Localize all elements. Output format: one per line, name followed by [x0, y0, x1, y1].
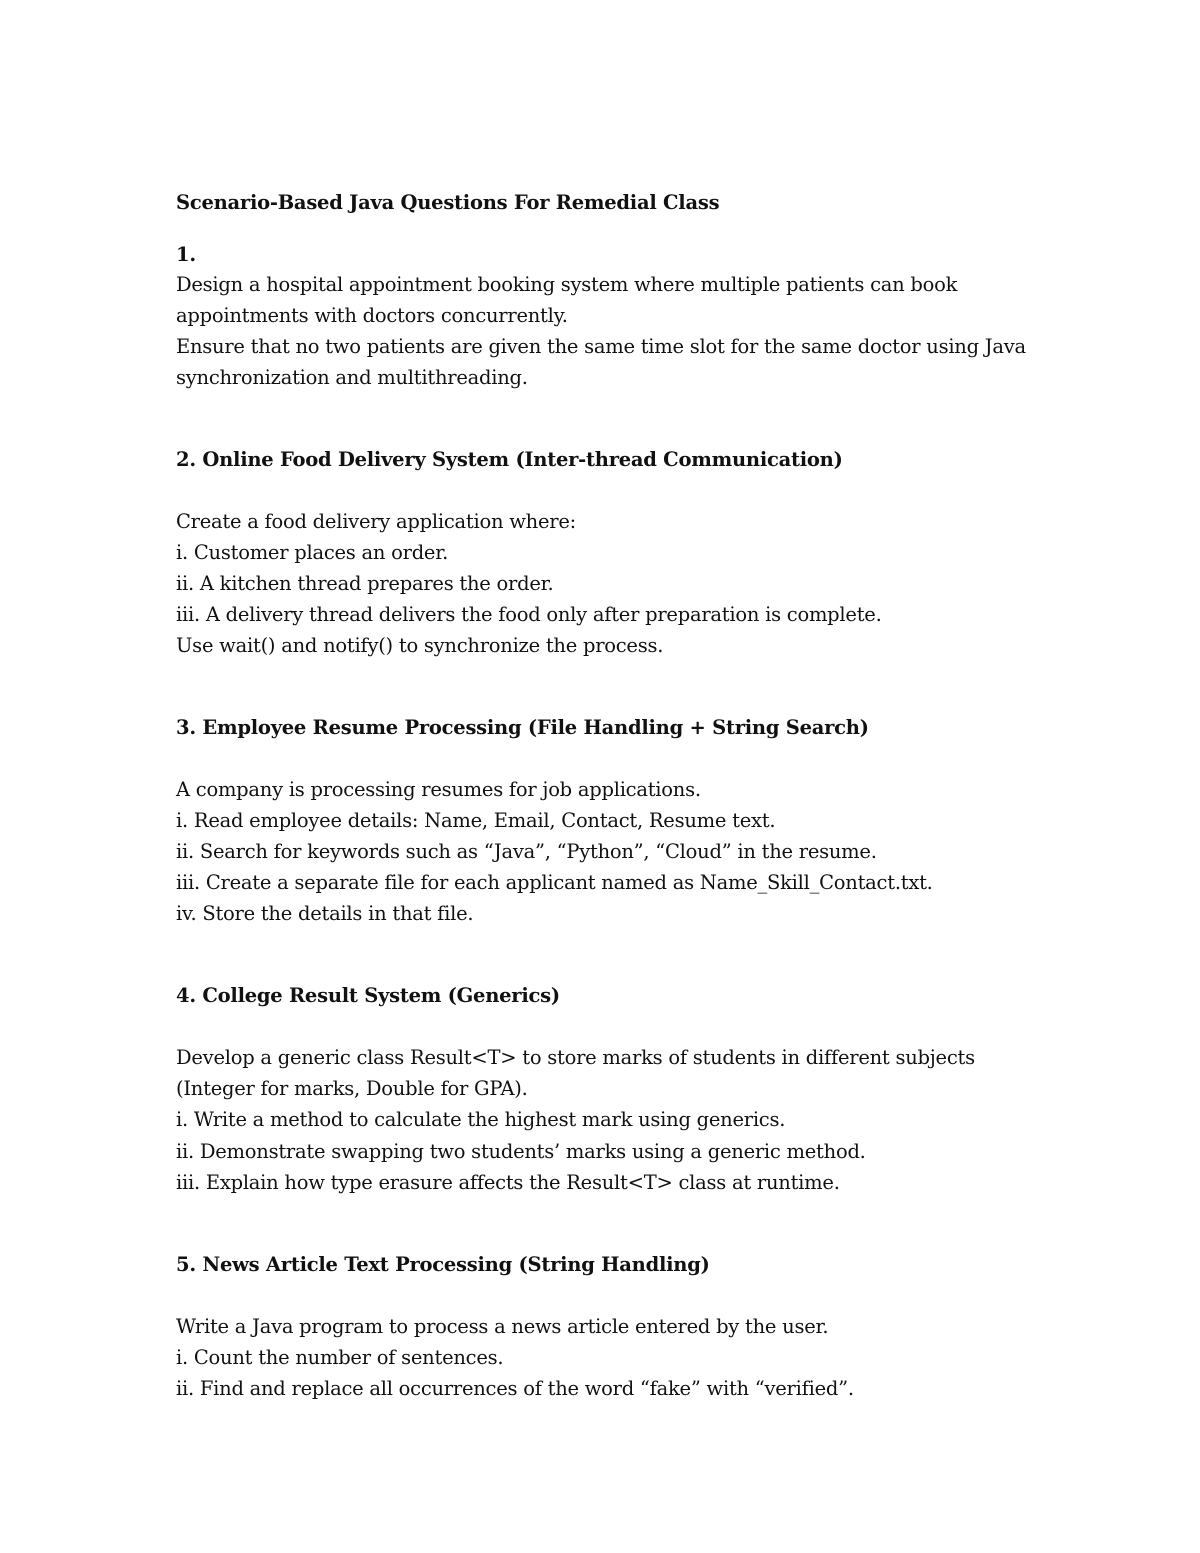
question-2-heading: 2. Online Food Delivery System (Inter-thread Communication): [176, 448, 843, 471]
question-3-line: iii. Create a separate file for each applicant named as Name_Skill_Contact.txt.: [176, 871, 933, 894]
question-1-line: Design a hospital appointment booking system where multiple patients can book: [176, 273, 958, 296]
question-4-line: iii. Explain how type erasure affects the Result<T> class at runtime.: [176, 1171, 840, 1194]
question-1-line: appointments with doctors concurrently.: [176, 304, 568, 327]
question-3-line: iv. Store the details in that file.: [176, 902, 474, 925]
question-2-line: i. Customer places an order.: [176, 541, 449, 564]
question-3-line: i. Read employee details: Name, Email, Contact, Resume text.: [176, 809, 776, 832]
question-3-heading: 3. Employee Resume Processing (File Handling + String Search): [176, 716, 869, 739]
question-4-line: i. Write a method to calculate the highest mark using generics.: [176, 1108, 786, 1131]
question-4-line: (Integer for marks, Double for GPA).: [176, 1077, 528, 1100]
question-3-line: ii. Search for keywords such as “Java”, “Python”, “Cloud” in the resume.: [176, 840, 877, 863]
question-3-line: A company is processing resumes for job applications.: [176, 778, 701, 801]
question-5-heading: 5. News Article Text Processing (String Handling): [176, 1253, 710, 1276]
question-2-line: Use wait() and notify() to synchronize the process.: [176, 634, 664, 657]
question-1-line: Ensure that no two patients are given the same time slot for the same doctor using Java: [176, 335, 1026, 358]
question-4-line: ii. Demonstrate swapping two students’ marks using a generic method.: [176, 1140, 866, 1163]
question-5-line: ii. Find and replace all occurrences of the word “fake” with “verified”.: [176, 1377, 854, 1400]
document-title: Scenario-Based Java Questions For Remedial Class: [176, 191, 720, 214]
question-1-number: 1.: [176, 243, 196, 266]
question-1-line: synchronization and multithreading.: [176, 366, 528, 389]
question-2-line: iii. A delivery thread delivers the food only after preparation is complete.: [176, 603, 882, 626]
question-5-line: i. Count the number of sentences.: [176, 1346, 504, 1369]
question-2-line: Create a food delivery application where:: [176, 510, 576, 533]
question-5-line: Write a Java program to process a news article entered by the user.: [176, 1315, 829, 1338]
question-4-heading: 4. College Result System (Generics): [176, 984, 560, 1007]
question-4-line: Develop a generic class Result<T> to store marks of students in different subjects: [176, 1046, 975, 1069]
question-2-line: ii. A kitchen thread prepares the order.: [176, 572, 554, 595]
